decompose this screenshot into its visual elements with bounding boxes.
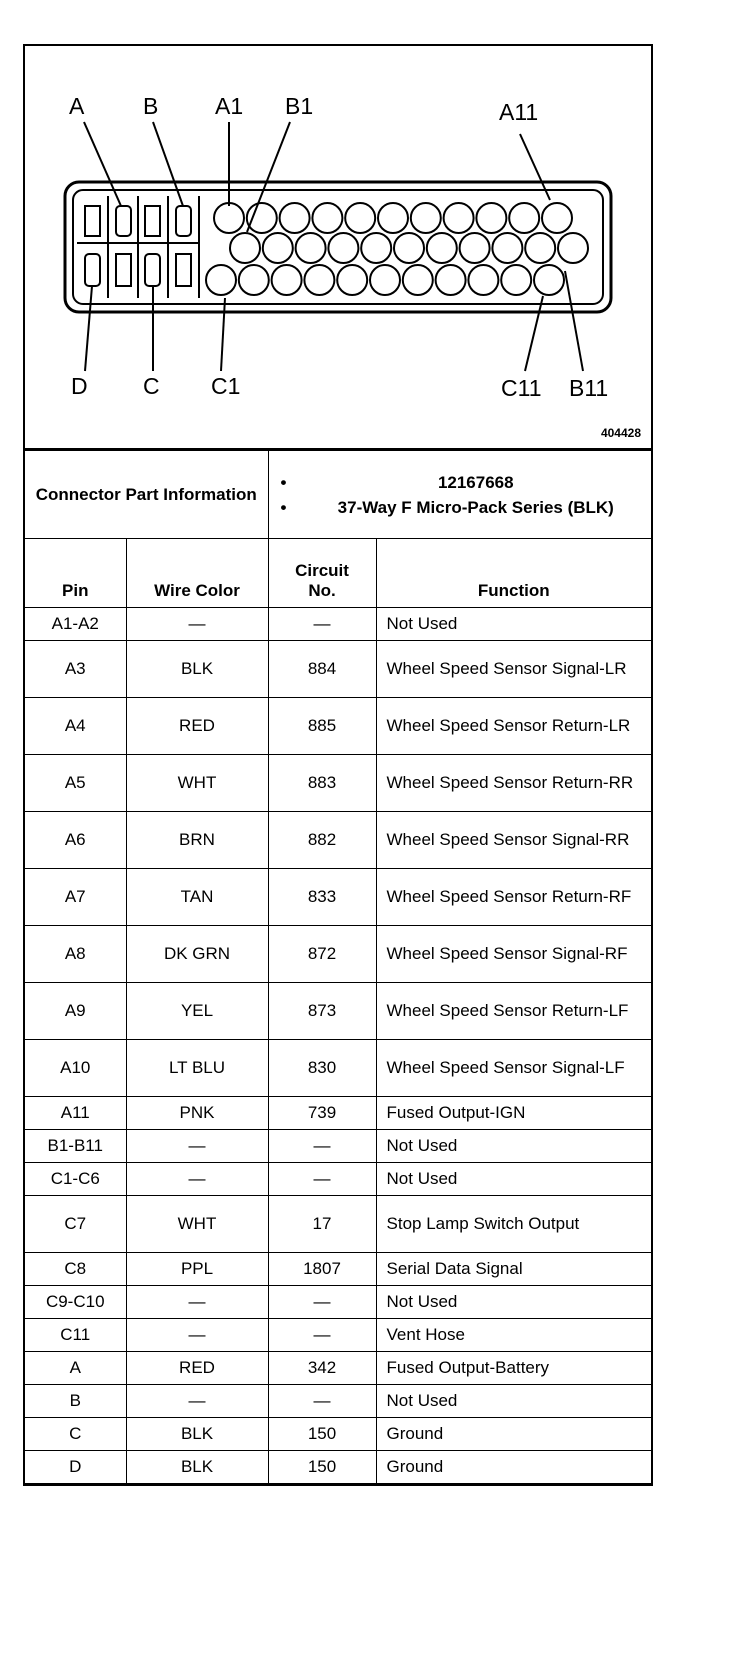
table-header-row <box>25 539 651 608</box>
label-A1: A1 <box>215 93 244 119</box>
cell-pin: A5 <box>25 755 126 812</box>
cell-pin: A10 <box>25 1040 126 1097</box>
cell-circuit: 873 <box>268 983 376 1040</box>
table-row <box>25 1286 651 1319</box>
cell-circuit: 150 <box>268 1418 376 1451</box>
micro-pack-pin-grid <box>206 203 588 295</box>
table-row <box>25 926 651 983</box>
table-row <box>25 1418 651 1451</box>
label-D: D <box>71 373 88 399</box>
pin-cavity-a8 <box>444 203 474 233</box>
table-row <box>25 1253 651 1286</box>
cell-wire-color: DK GRN <box>126 926 268 983</box>
pin-cavity-b9 <box>492 233 522 263</box>
cell-function: Ground <box>376 1451 651 1484</box>
large-terminal-block <box>77 196 199 298</box>
cell-wire-color: — <box>126 1163 268 1196</box>
label-B11: B11 <box>569 375 609 401</box>
cell-circuit: 342 <box>268 1352 376 1385</box>
cell-pin: A3 <box>25 641 126 698</box>
pin-cavity-a6 <box>378 203 408 233</box>
cell-circuit: 885 <box>268 698 376 755</box>
connector-housing-outer <box>65 182 611 312</box>
cell-wire-color: WHT <box>126 1196 268 1253</box>
pin-cavity-c7 <box>403 265 433 295</box>
connector-diagram <box>25 46 651 450</box>
cell-circuit: 739 <box>268 1097 376 1130</box>
cell-wire-color: TAN <box>126 869 268 926</box>
pin-cavity-c2 <box>239 265 269 295</box>
table-row <box>25 1385 651 1418</box>
pin-cavity-b8 <box>460 233 490 263</box>
cell-circuit: — <box>268 608 376 641</box>
cell-function: Vent Hose <box>376 1319 651 1352</box>
cell-pin: C9-C10 <box>25 1286 126 1319</box>
pin-cavity-b1 <box>230 233 260 263</box>
connector-info-row <box>25 451 651 539</box>
figure-number: 404428 <box>600 426 641 440</box>
cell-pin: A4 <box>25 698 126 755</box>
cell-function: Wheel Speed Sensor Return-RR <box>376 755 651 812</box>
pin-cavity-c5 <box>337 265 367 295</box>
cell-wire-color: — <box>126 1130 268 1163</box>
table-row <box>25 1163 651 1196</box>
cell-circuit: 17 <box>268 1196 376 1253</box>
pin-cavity-a4 <box>312 203 342 233</box>
table-row <box>25 812 651 869</box>
cell-pin: A6 <box>25 812 126 869</box>
label-A11: A11 <box>499 99 539 125</box>
label-A: A <box>69 93 85 119</box>
cell-wire-color: BLK <box>126 641 268 698</box>
pin-cavity-a11 <box>542 203 572 233</box>
cell-wire-color: RED <box>126 1352 268 1385</box>
col-header-pin: Pin <box>25 539 126 608</box>
pin-cavity-a1 <box>214 203 244 233</box>
table-row <box>25 869 651 926</box>
cell-wire-color: — <box>126 1286 268 1319</box>
cell-wire-color: — <box>126 1385 268 1418</box>
connector-info-label: Connector Part Information <box>25 451 268 539</box>
cell-circuit: 150 <box>268 1451 376 1484</box>
table-row <box>25 608 651 641</box>
cell-function: Not Used <box>376 1286 651 1319</box>
cell-circuit: — <box>268 1385 376 1418</box>
cell-circuit: — <box>268 1319 376 1352</box>
cell-function: Stop Lamp Switch Output <box>376 1196 651 1253</box>
cell-circuit: — <box>268 1130 376 1163</box>
cell-pin: C8 <box>25 1253 126 1286</box>
cell-pin: C11 <box>25 1319 126 1352</box>
cell-wire-color: YEL <box>126 983 268 1040</box>
cell-wire-color: PPL <box>126 1253 268 1286</box>
cell-function: Not Used <box>376 1385 651 1418</box>
label-B: B <box>143 93 159 119</box>
pin-cavity-a10 <box>509 203 539 233</box>
cell-wire-color: BRN <box>126 812 268 869</box>
cell-pin: B1-B11 <box>25 1130 126 1163</box>
pinout-table <box>25 450 651 1484</box>
table-row <box>25 983 651 1040</box>
pin-cavity-c1 <box>206 265 236 295</box>
cell-pin: A8 <box>25 926 126 983</box>
table-row <box>25 1319 651 1352</box>
label-B1: B1 <box>285 93 314 119</box>
cell-pin: C1-C6 <box>25 1163 126 1196</box>
cell-function: Serial Data Signal <box>376 1253 651 1286</box>
cell-pin: A <box>25 1352 126 1385</box>
table-row <box>25 1097 651 1130</box>
cell-pin: D <box>25 1451 126 1484</box>
connector-series: • 37-Way F Micro-Pack Series (BLK) <box>301 497 651 518</box>
pin-cavity-b4 <box>328 233 358 263</box>
table-row <box>25 1040 651 1097</box>
pin-cavity-b3 <box>296 233 326 263</box>
cell-wire-color: — <box>126 1319 268 1352</box>
table-row <box>25 1352 651 1385</box>
pin-cavity-b6 <box>394 233 424 263</box>
col-header-wire-color: Wire Color <box>126 539 268 608</box>
cell-function: Wheel Speed Sensor Signal-LF <box>376 1040 651 1097</box>
cell-circuit: 830 <box>268 1040 376 1097</box>
table-row <box>25 641 651 698</box>
pin-cavity-a7 <box>411 203 441 233</box>
cell-pin: A7 <box>25 869 126 926</box>
cell-function: Wheel Speed Sensor Return-LR <box>376 698 651 755</box>
cell-circuit: 1807 <box>268 1253 376 1286</box>
cell-function: Wheel Speed Sensor Signal-RF <box>376 926 651 983</box>
cell-wire-color: LT BLU <box>126 1040 268 1097</box>
cell-wire-color: WHT <box>126 755 268 812</box>
cell-function: Ground <box>376 1418 651 1451</box>
connector-face-drawing <box>25 46 651 448</box>
cell-wire-color: PNK <box>126 1097 268 1130</box>
cell-circuit: 882 <box>268 812 376 869</box>
pin-cavity-c6 <box>370 265 400 295</box>
cell-function: Fused Output-Battery <box>376 1352 651 1385</box>
cell-pin: C7 <box>25 1196 126 1253</box>
cell-circuit: — <box>268 1163 376 1196</box>
col-header-circuit: Circuit No. <box>268 539 376 608</box>
cell-function: Wheel Speed Sensor Return-LF <box>376 983 651 1040</box>
cell-wire-color: BLK <box>126 1418 268 1451</box>
table-row <box>25 1130 651 1163</box>
cell-circuit: 884 <box>268 641 376 698</box>
pin-cavity-a5 <box>345 203 375 233</box>
connector-info-items <box>268 451 651 539</box>
pin-cavity-c4 <box>304 265 334 295</box>
label-C1: C1 <box>211 373 241 399</box>
pin-cavity-b10 <box>525 233 555 263</box>
cell-pin: C <box>25 1418 126 1451</box>
pin-cavity-b7 <box>427 233 457 263</box>
table-row <box>25 1451 651 1484</box>
pin-cavity-a9 <box>476 203 506 233</box>
pin-cavity-c11 <box>534 265 564 295</box>
cell-function: Fused Output-IGN <box>376 1097 651 1130</box>
pin-cavity-c8 <box>436 265 466 295</box>
cell-wire-color: — <box>126 608 268 641</box>
cell-function: Not Used <box>376 1130 651 1163</box>
pin-cavity-c10 <box>501 265 531 295</box>
pin-cavity-a2 <box>247 203 277 233</box>
cell-pin: A1-A2 <box>25 608 126 641</box>
pin-cavity-a3 <box>280 203 310 233</box>
cell-circuit: 833 <box>268 869 376 926</box>
pin-cavity-b11 <box>558 233 588 263</box>
cell-wire-color: BLK <box>126 1451 268 1484</box>
pin-cavity-c3 <box>272 265 302 295</box>
table-row <box>25 698 651 755</box>
cell-function: Wheel Speed Sensor Return-RF <box>376 869 651 926</box>
connector-part-number: • 12167668 <box>301 472 651 493</box>
connector-sheet <box>23 44 653 1486</box>
cell-function: Wheel Speed Sensor Signal-RR <box>376 812 651 869</box>
cell-function: Not Used <box>376 1163 651 1196</box>
label-C11: C11 <box>501 375 542 401</box>
cell-circuit: 872 <box>268 926 376 983</box>
label-C: C <box>143 373 160 399</box>
table-row <box>25 1196 651 1253</box>
cell-wire-color: RED <box>126 698 268 755</box>
cell-pin: A11 <box>25 1097 126 1130</box>
cell-circuit: 883 <box>268 755 376 812</box>
pin-cavity-c9 <box>468 265 498 295</box>
col-header-function: Function <box>376 539 651 608</box>
callout-leaders <box>84 122 583 371</box>
pin-cavity-b2 <box>263 233 293 263</box>
cell-pin: A9 <box>25 983 126 1040</box>
pin-cavity-b5 <box>361 233 391 263</box>
cell-circuit: — <box>268 1286 376 1319</box>
cell-function: Not Used <box>376 608 651 641</box>
table-row <box>25 755 651 812</box>
cell-pin: B <box>25 1385 126 1418</box>
cell-function: Wheel Speed Sensor Signal-LR <box>376 641 651 698</box>
